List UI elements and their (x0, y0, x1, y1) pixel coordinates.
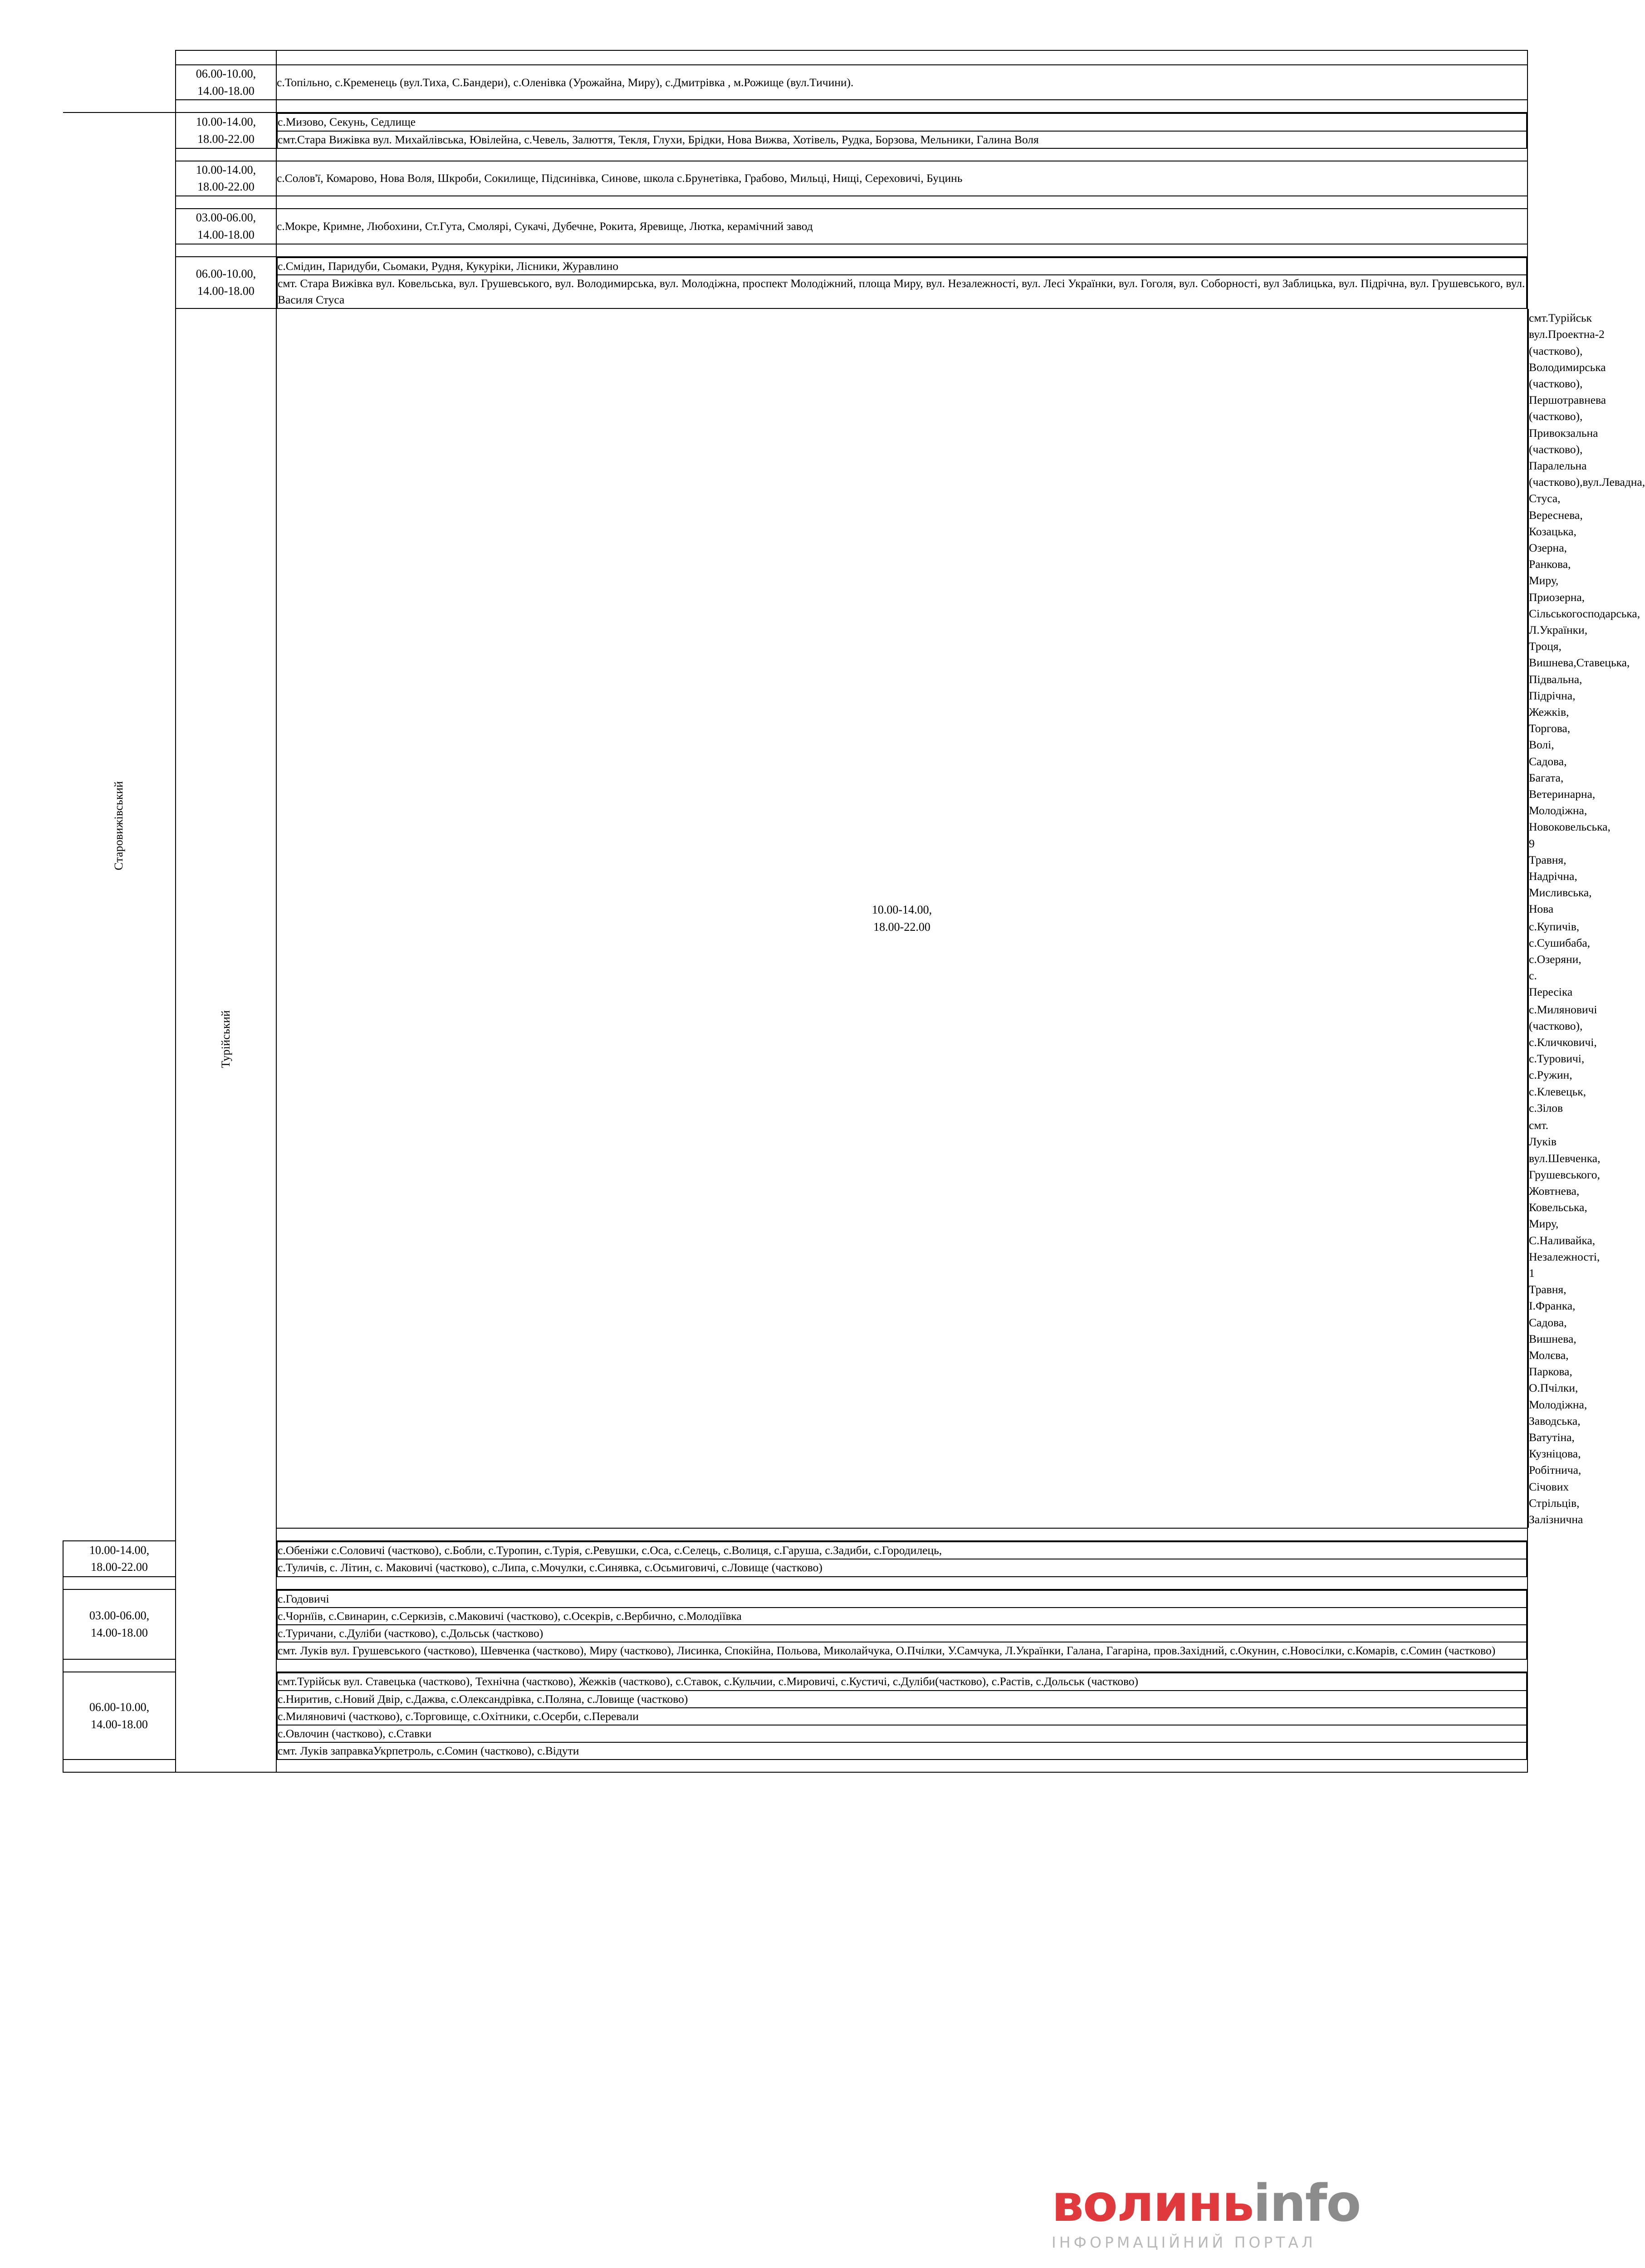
spacer-row (63, 1528, 1528, 1541)
spacer-row-end (63, 1760, 1528, 1772)
time-cell: 06.00-10.00, 14.00-18.00 (176, 65, 276, 100)
settlement-list: с.Солов'ї, Комарово, Нова Воля, Шкроби, Сокилище, Підсинівка, Синове, школа с.Брунетівка, Грабово, Мильці, Нищі, Сереховичі, Буцинь (276, 161, 1528, 196)
settlement-list-item: смт. Стара Вижівка вул. Ковельська, вул. Грушевського, вул. Володимирська, вул. Молодіжна, проспект Молодіжний, площа Миру, вул. Незалежності, вул. Лесі Українки, вул. Гоголя, вул. Соборності, вул Заблицька, вул. Підрічна, вул. Грушевського, вул. Василя Стуса (277, 275, 1527, 308)
list-cell-spacer (276, 244, 1528, 257)
time-cell: 10.00-14.00, 18.00-22.00 (63, 1541, 176, 1576)
spacer-row (63, 244, 1528, 257)
region-label: Турійський (219, 1010, 232, 1069)
table-row (63, 65, 1528, 100)
spacer-row (63, 148, 1528, 161)
outage-schedule-table (63, 50, 1645, 1773)
settlement-list-group (276, 257, 1528, 309)
settlement-list-group (276, 1589, 1528, 1660)
settlement-list-item: смт.Стара Вижівка вул. Михайлівська, Ювілейна, с.Чевель, Залюття, Текля, Глухи, Брідки, Нова Вижва, Хотівель, Рудка, Борзова, Мельники, Галина Воля (277, 131, 1527, 148)
table-row (63, 209, 1528, 244)
time-cell: 03.00-06.00, 14.00-18.00 (63, 1589, 176, 1660)
settlement-list: с.Топільно, с.Кременець (вул.Тиха, С.Бандери), с.Оленівка (Урожайна, Миру), с.Дмитрівка , м.Рожище (вул.Тичини). (276, 65, 1528, 100)
spacer-row (63, 1577, 1528, 1589)
list-cell-spacer (276, 148, 1528, 161)
time-cell: 10.00-14.00, 18.00-22.00 (176, 112, 276, 148)
settlement-list-item: с.Овлочин (частково), с.Ставки (277, 1725, 1527, 1742)
settlement-list: с.Мокре, Кримне, Любохини, Ст.Гута, Смолярі, Сукачі, Дубечне, Рокита, Яревище, Лютка, керамічний завод (276, 209, 1528, 244)
region-label: Старовижівський (112, 781, 126, 870)
list-cell-spacer (276, 196, 1528, 209)
table-row (63, 257, 1528, 309)
list-cell-spacer (276, 1577, 1528, 1589)
table-row: Турійський 10.00-14.00, 18.00-22.00 смт.Турійськ вул.Проектна-2 (частково), Володимирська (частково), Першотравнева (частково), Привокзальна (частково), Паралельна (частково),вул.Левадна, Стуса, Вереснева, Козацька, Озерна, Ранкова, Миру, Приозерна, Сільськогосподарська, Л.Українки, Троця, Вишнева,Ставецька, Підвальна, Підрічна, Жежків, Торгова, Волі, Садова, Багата, Ветеринарна, Молодіжна, Новоковельська, 9 Травня, Надрічна, Мисливська, Нова с.Купичів, с.Сушибаба, с.Озеряни, с. Пересіка с.Миляновичі (частково), с.Кличковичі, с.Туровичі, с.Ружин, с.Клевецьк, с.Зілов смт. Луків вул.Шевченка, Грушевського, Жовтнева, Ковельська, Миру, С.Наливайка, Незалежності, 1 Травня, І.Франка, Садова, Вишнева, Молєва, Паркова, О.Пчілки, Молодіжна, Заводська, Ватутіна, Кузніцова, Робітнича, Січових Стрільців, Залізнична (63, 308, 1528, 1528)
settlement-list-item: с.Чорнїів, с.Свинарин, с.Серкизів, с.Маковичі (частково), с.Осекрів, с.Вербично, с.Молодіївка (277, 1608, 1527, 1625)
time-cell-spacer (176, 196, 276, 209)
list-cell-spacer (276, 1659, 1528, 1672)
time-cell: 03.00-06.00, 14.00-18.00 (176, 209, 276, 244)
settlement-list-group (276, 1541, 1528, 1576)
watermark-brand-secondary: info (1253, 2174, 1361, 2233)
time-cell: 10.00-14.00, 18.00-22.00 (276, 308, 1528, 1528)
settlement-list-item: с.Мизово, Секунь, Седлище (277, 113, 1527, 131)
settlement-list-item: с.Годовичі (277, 1590, 1527, 1608)
table-row (63, 1541, 1528, 1576)
settlement-list-item: с.Миляновичі (частково), с.Торговище, с.Охітники, с.Осерби, с.Перевали (277, 1708, 1527, 1725)
document-page (0, 50, 1645, 2268)
settlement-list-item: с.Смідин, Паридуби, Сьомаки, Рудня, Кукуріки, Лісники, Журавлино (277, 258, 1527, 275)
time-cell-spacer (176, 100, 276, 112)
time-cell-spacer (63, 1760, 176, 1772)
settlement-list-item: с.Туличів, с. Літин, с. Маковичі (частково), с.Липа, с.Мочулки, с.Синявка, с.Осьмиговичі, с.Ловище (частково) (277, 1559, 1527, 1576)
table-row (63, 1589, 1528, 1660)
settlement-list-item: с.Ниритив, с.Новий Двір, с.Дажва, с.Олександрівка, с.Поляна, с.Ловище (частково) (277, 1691, 1527, 1708)
settlement-list-group (276, 1672, 1528, 1760)
time-cell: 10.00-14.00, 18.00-22.00 (176, 161, 276, 196)
watermark-brand-primary: волинь (1052, 2174, 1253, 2233)
watermark-brand (1052, 2174, 1532, 2233)
site-watermark (1052, 2174, 1532, 2264)
region-cell-empty (63, 50, 176, 65)
time-cell: 06.00-10.00, 14.00-18.00 (176, 257, 276, 309)
spacer-row (63, 100, 1528, 112)
time-cell-spacer (176, 244, 276, 257)
table-row (63, 161, 1528, 196)
settlement-list-item: с.Обеніжи с.Соловичі (частково), с.Бобли, с.Туропин, с.Турія, с.Ревушки, с.Оса, с.Селець, с.Волиця, с.Гаруша, с.Задиби, с.Городилець, (277, 1542, 1527, 1559)
time-cell: 06.00-10.00, 14.00-18.00 (63, 1672, 176, 1760)
settlement-list-item: смт.Турійськ вул. Ставецька (частково), Технічна (частково), Жежків (частково), с.Ставок, с.Кульчии, с.Мировичі, с.Кустичі, с.Дуліби(частково), с.Растів, с.Дольськ (частково) (277, 1673, 1527, 1690)
time-cell-spacer (276, 1528, 1528, 1541)
time-cell-spacer (176, 148, 276, 161)
spacer-row (63, 196, 1528, 209)
table-row (63, 1672, 1528, 1760)
table-row (63, 50, 1528, 65)
settlement-list-item: с.Туричани, с.Дуліби (частково), с.Дольськ (частково) (277, 1625, 1527, 1642)
time-cell-empty (176, 50, 276, 65)
settlement-list-group (276, 112, 1528, 148)
region-cell-spacer (63, 100, 176, 112)
list-cell-spacer (276, 1760, 1528, 1772)
region-cell (63, 65, 176, 100)
list-cell-spacer (276, 100, 1528, 112)
spacer-row (63, 1659, 1528, 1672)
time-cell-spacer (63, 1659, 176, 1672)
table-row (63, 112, 1528, 148)
list-cell-empty (276, 50, 1528, 65)
region-cell-turiiskyi (176, 308, 276, 1772)
settlement-list-item: смт. Луків заправкаУкрпетроль, с.Сомин (частково), с.Відути (277, 1742, 1527, 1759)
time-cell-spacer (63, 1577, 176, 1589)
watermark-tagline: ІНФОРМАЦІЙНИЙ ПОРТАЛ (1052, 2234, 1316, 2251)
settlement-list-item: смт. Луків вул. Грушевського (частково), Шевченка (частково), Миру (частково), Лисинка, Спокійна, Польова, Миколайчука, О.Пчілки, У.Самчука, Л.Українки, Галана, Гагаріна, пров.Західний, с.Окунин, с.Новосілки, с.Комарів, с.Сомин (частково) (277, 1642, 1527, 1659)
region-cell-starovyzhivskyi (63, 112, 176, 1541)
